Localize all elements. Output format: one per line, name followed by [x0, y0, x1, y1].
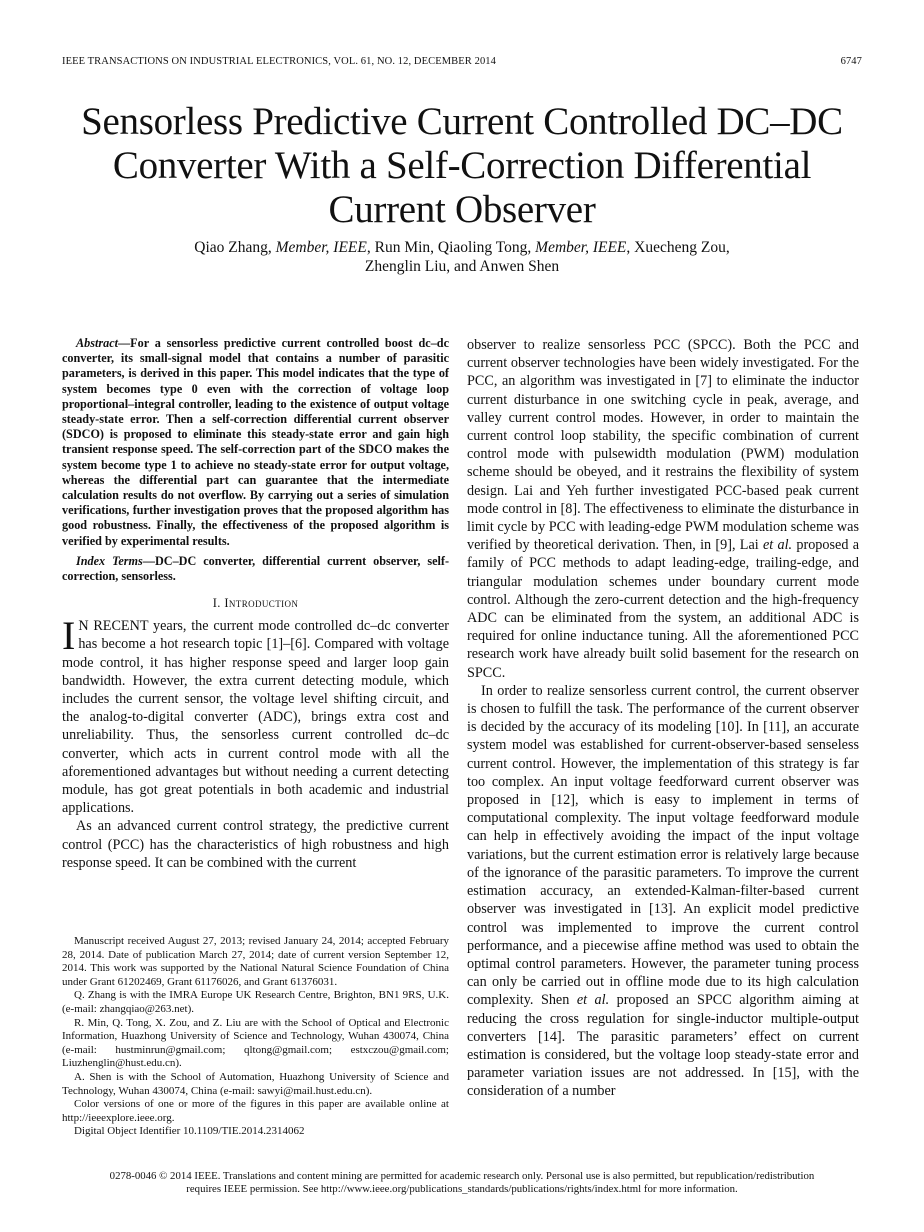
left-column: [62, 336, 449, 872]
footnote-affiliation-3: A. Shen is with the School of Automation, Huazhong University of Science and Technology, Wuhan 430074, China (e-mail: sawyi@mail.hust.edu.cn).: [62, 1070, 449, 1097]
author-membership: Member, IEEE: [535, 239, 627, 256]
right-column: [467, 336, 859, 1101]
section-heading: [62, 596, 449, 611]
paragraph-text: In order to realize sensorless current control, the current observer is chosen to fulfill the task. The performance of the current observer is decided by the accuracy of its modeling [10]. In [11], an accurate system model was established for current-observer-based senseless current control. However, the implementation of this strategy is far too complex. An input voltage feedforward current observer was proposed in [12], which is easy to implement in terms of computational complexity. The input voltage feedforward module can help in effectively avoiding the impact of the input voltage variations, but the current estimation error is relatively large because of the ignorance of the parasitic parameters. To improve the current estimation accuracy, an extended-Kalman-filter-based current observer was investigated in [13]. An explicit model predictive control was implemented to improve the current control performance, and a piecewise affine method was used to obtain the optimal control parameters. However, the parameter tuning process can only be carried out in offline mode due to its high calculation complexity. Shen: [467, 682, 859, 1009]
right-paragraph-2: [467, 682, 859, 1101]
title-line-3: Current Observer: [328, 188, 596, 231]
footnote-affiliation-1: Q. Zhang is with the IMRA Europe UK Research Centre, Brighton, BN1 9RS, U.K. (e-mail: zhangqiao@263.net).: [62, 989, 449, 1015]
section-title: Introduction: [224, 596, 299, 611]
footnote-manuscript: Manuscript received August 27, 2013; revised January 24, 2014; accepted February 28, 2014. Date of publication March 27, 2014; date of current version September 12, 2014. This work was supported by the National Natural Science Foundation of China under Grant 61202469, Grant 61176026, and Grant 61376031.: [62, 935, 449, 988]
paragraph-text: proposed an SPCC algorithm aiming at reducing the cross regulation for single-inductor multiple-output converters [14]. The parasitic parameters’ effect on current estimation is considered, but the voltage loop steady-state error and parameter variation issues are not addressed. In [15], with the consideration of a number: [467, 992, 859, 1100]
author-membership: Member, IEEE: [275, 239, 367, 256]
author-text: Qiao Zhang,: [194, 239, 276, 256]
et-al: et al.: [576, 992, 610, 1009]
page-number: 6747: [840, 56, 862, 67]
copyright-line-2: requires IEEE permission. See http://www.ieee.org/publications_standards/publications/rights/index.html for more information.: [186, 1183, 738, 1196]
copyright-line-1: 0278-0046 © 2014 IEEE. Translations and content mining are permitted for academic research only. Personal use is also permitted, but republication/redistribution: [109, 1170, 815, 1182]
paragraph-text: proposed a family of PCC methods to adapt leading-edge, trailing-edge, and triangular modulation schemes under boundary current mode control. Although the zero-current detection and the high-frequency ADC can be eliminated from the system, an additional ADC is required for online inductance tuning. All the aforementioned PCC research work have already built solid basement for the research on SPCC.: [467, 537, 859, 681]
author-line-2: Zhenglin Liu, and Anwen Shen: [364, 258, 560, 275]
footnotes: [62, 935, 449, 1139]
right-paragraph-1: [467, 336, 859, 682]
footnote-affiliation-2: R. Min, Q. Tong, X. Zou, and Z. Liu are with the School of Optical and Electronic Information, Huazhong University of Science and Technology, Wuhan 430074, China (e-mail: hustminrun@gmail.com; qltong@gmail.com; estxczou@gmail.com; Liuzhenglin@hust.edu.cn).: [62, 1016, 449, 1070]
index-terms: [62, 554, 449, 584]
section-number: I.: [212, 596, 225, 611]
author-text: , Xuecheng Zou,: [626, 239, 730, 256]
drop-cap: I: [62, 613, 76, 659]
paper-title: [62, 100, 862, 232]
author-text: , Run Min, Qiaoling Tong,: [366, 239, 536, 256]
copyright-notice: [62, 1170, 862, 1197]
author-list: [62, 238, 862, 276]
title-line-2: Converter With a Self-Correction Differential: [112, 144, 812, 187]
intro-paragraph-1: [62, 613, 449, 817]
intro-paragraph-2: As an advanced current control strategy, the predictive current control (PCC) has the characteristics of high robustness and high response speed. It can be combined with the current: [62, 818, 449, 871]
intro-text-1: N RECENT years, the current mode controlled dc–dc converter has become a hot research topic [1]–[6]. Compared with voltage mode control, it has higher response speed and larger loop gain bandwidth. However, the extra current detecting module, which includes the current sensor, the voltage level shifting circuit, and the analog-to-digital converter (ADC), brings extra cost and unreliability. Thus, the sensorless current controlled dc–dc converter, which acts in current control mode with all the aforementioned advantages but without needing a current detecting module, has got great potentials in both academic and industrial applications.: [62, 618, 449, 817]
index-terms-text: —DC–DC converter, differential current observer, self-correction, sensorless.: [62, 553, 449, 584]
abstract-label: Abstract: [76, 336, 118, 350]
footnote-doi: Digital Object Identifier 10.1109/TIE.2014.2314062: [74, 1125, 305, 1138]
index-terms-label: Index Terms: [76, 553, 143, 568]
author-line-1: [62, 238, 862, 257]
title-line-1: Sensorless Predictive Current Controlled DC–DC: [81, 100, 843, 143]
running-header: [62, 56, 862, 70]
et-al: et al.: [763, 537, 793, 554]
footnote-color-figures: Color versions of one or more of the figures in this paper are available online at http://ieeexplore.ieee.org.: [62, 1098, 449, 1124]
paragraph-text: observer to realize sensorless PCC (SPCC). Both the PCC and current observer technologies have been widely investigated. For the PCC, an algorithm was investigated in [7] to eliminate the inductor current disturbance in one switching cycle in peak, average, and valley current control modes. However, in order to maintain the current control loop stability, the specific combination of current control mode with pulsewidth modulation (PWM) modulation scheme should be obeyed, and it restrains the flexibility of system design. Lai and Yeh further investigated PCC-based peak current mode control in [8]. The effectiveness to eliminate the disturbance in limit cycle by PCC with leading-edge PWM modulation scheme was verified by theoretical derivation. Then, in [9], Lai: [467, 337, 859, 554]
abstract: [62, 336, 449, 549]
abstract-text: —For a sensorless predictive current controlled boost dc–dc converter, its small-signal model that contains a number of parasitic parameters, is derived in this paper. This model indicates that the type of system becomes type 0 even with the correction of voltage loop proportional–integral controller, leading to the existence of output voltage steady-state error. Then a self-correction differential current observer (SDCO) is proposed to eliminate this steady-state error and gain high transient response speed. The self-correction part of the SDCO makes the system become type 1 to achieve no steady-state error for output voltage, whereas the differential part can guarantee that the intermediate calculation results do not overflow. By carrying out a series of simulation verifications, further investigation proves that the proposed algorithm has good robustness. Finally, the effectiveness of the proposed algorithm is verified by experimental results.: [62, 336, 449, 548]
journal-name: IEEE TRANSACTIONS ON INDUSTRIAL ELECTRONICS, VOL. 61, NO. 12, DECEMBER 2014: [62, 56, 497, 67]
